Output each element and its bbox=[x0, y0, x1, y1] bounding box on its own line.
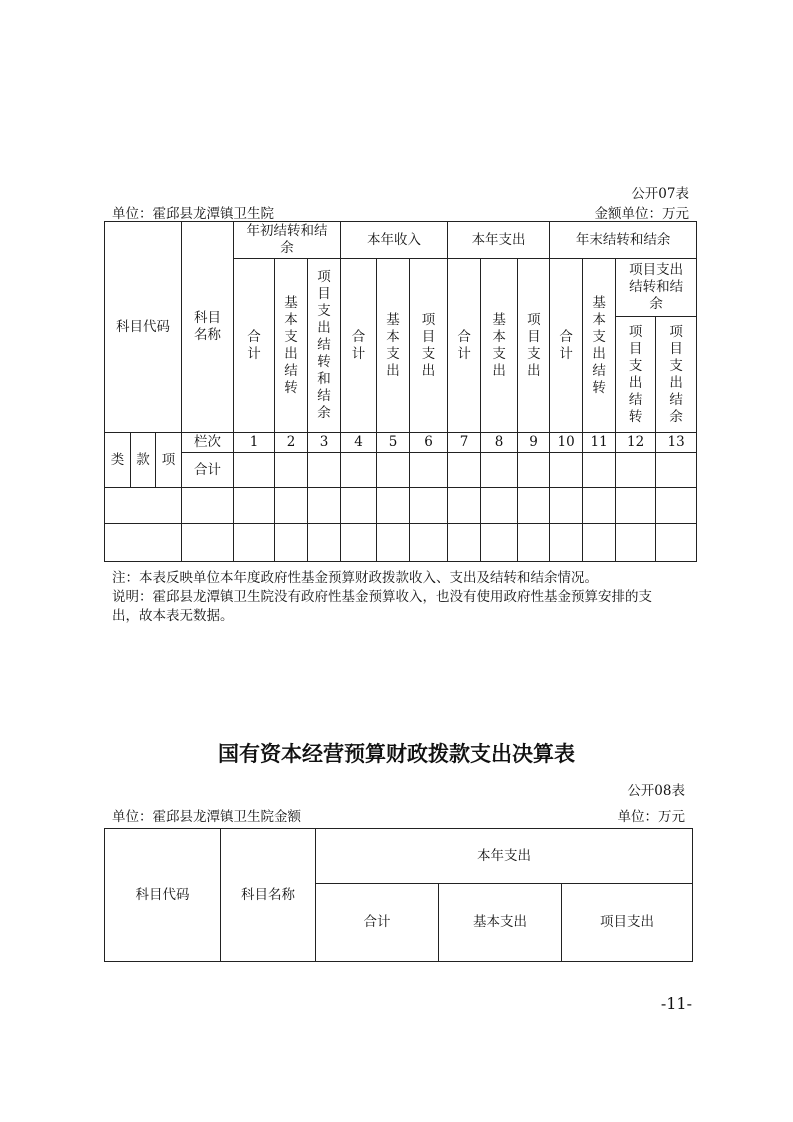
header-closing-project: 项目支出结转和结余 bbox=[616, 259, 697, 317]
column-number: 13 bbox=[656, 433, 697, 453]
column-number: 12 bbox=[616, 433, 656, 453]
header-name: 科目名称 bbox=[221, 829, 316, 962]
unit-label-08: 单位：霍邱县龙潭镇卫生院金额 bbox=[112, 809, 301, 825]
table-row-total bbox=[105, 453, 697, 488]
header-kuan: 款 bbox=[131, 433, 156, 488]
header-code: 科目代码 bbox=[105, 829, 221, 962]
header-closing-total: 合计 bbox=[550, 259, 583, 433]
note-text: 注：本表反映单位本年度政府性基金预算财政拨款收入、支出及结转和结余情况。 bbox=[112, 570, 598, 586]
amount-unit-08: 单位：万元 bbox=[617, 809, 685, 825]
column-number: 2 bbox=[275, 433, 308, 453]
amount-unit-07: 金额单位：万元 bbox=[594, 206, 689, 222]
explain-text-line2: 出，故本表无数据。 bbox=[112, 608, 234, 624]
header-opening-project: 项目支出结转和结余 bbox=[308, 259, 341, 433]
header-total: 合计 bbox=[316, 884, 439, 962]
column-number: 3 bbox=[308, 433, 341, 453]
unit-label-07: 单位：霍邱县龙潭镇卫生院 bbox=[112, 206, 274, 222]
header-closing: 年末结转和结余 bbox=[550, 222, 697, 259]
header-income-project: 项目支出 bbox=[410, 259, 448, 433]
header-closing-project-carry: 项目支出结转 bbox=[616, 317, 656, 433]
fund-budget-table bbox=[104, 221, 697, 562]
column-number: 9 bbox=[518, 433, 550, 453]
page-title: 国有资本经营预算财政拨款支出决算表 bbox=[218, 742, 575, 766]
column-number-label: 栏次 bbox=[182, 433, 234, 453]
header-expense-total: 合计 bbox=[448, 259, 481, 433]
column-number: 8 bbox=[481, 433, 518, 453]
header-expense: 本年支出 bbox=[316, 829, 693, 884]
table-row bbox=[105, 524, 697, 562]
header-name: 科目名称 bbox=[182, 222, 234, 433]
header-basic: 基本支出 bbox=[439, 884, 562, 962]
header-opening-total: 合计 bbox=[234, 259, 275, 433]
explain-text-line1: 说明：霍邱县龙潭镇卫生院没有政府性基金预算收入，也没有使用政府性基金预算安排的支 bbox=[112, 589, 652, 605]
column-number: 7 bbox=[448, 433, 481, 453]
header-expense: 本年支出 bbox=[448, 222, 550, 259]
header-project: 项目支出 bbox=[562, 884, 693, 962]
form-number-07: 公开07表 bbox=[631, 186, 689, 202]
header-closing-project-balance: 项目支出结余 bbox=[656, 317, 697, 433]
column-number: 10 bbox=[550, 433, 583, 453]
header-code: 科目代码 bbox=[105, 222, 182, 433]
header-xiang: 项 bbox=[156, 433, 182, 488]
header-lei: 类 bbox=[105, 433, 131, 488]
header-income-basic: 基本支出 bbox=[377, 259, 410, 433]
page-number: -11- bbox=[660, 994, 692, 1013]
form-number-08: 公开08表 bbox=[627, 783, 685, 799]
column-number: 11 bbox=[583, 433, 616, 453]
header-opening-basic: 基本支出结转 bbox=[275, 259, 308, 433]
header-closing-basic: 基本支出结转 bbox=[583, 259, 616, 433]
state-capital-table bbox=[104, 828, 693, 962]
column-number: 1 bbox=[234, 433, 275, 453]
header-income: 本年收入 bbox=[341, 222, 448, 259]
table-row bbox=[105, 488, 697, 524]
header-opening: 年初结转和结余 bbox=[234, 222, 341, 259]
header-expense-project: 项目支出 bbox=[518, 259, 550, 433]
column-number: 5 bbox=[377, 433, 410, 453]
column-number: 6 bbox=[410, 433, 448, 453]
sum-row-label: 合计 bbox=[182, 453, 234, 488]
header-income-total: 合计 bbox=[341, 259, 377, 433]
header-expense-basic: 基本支出 bbox=[481, 259, 518, 433]
column-number: 4 bbox=[341, 433, 377, 453]
